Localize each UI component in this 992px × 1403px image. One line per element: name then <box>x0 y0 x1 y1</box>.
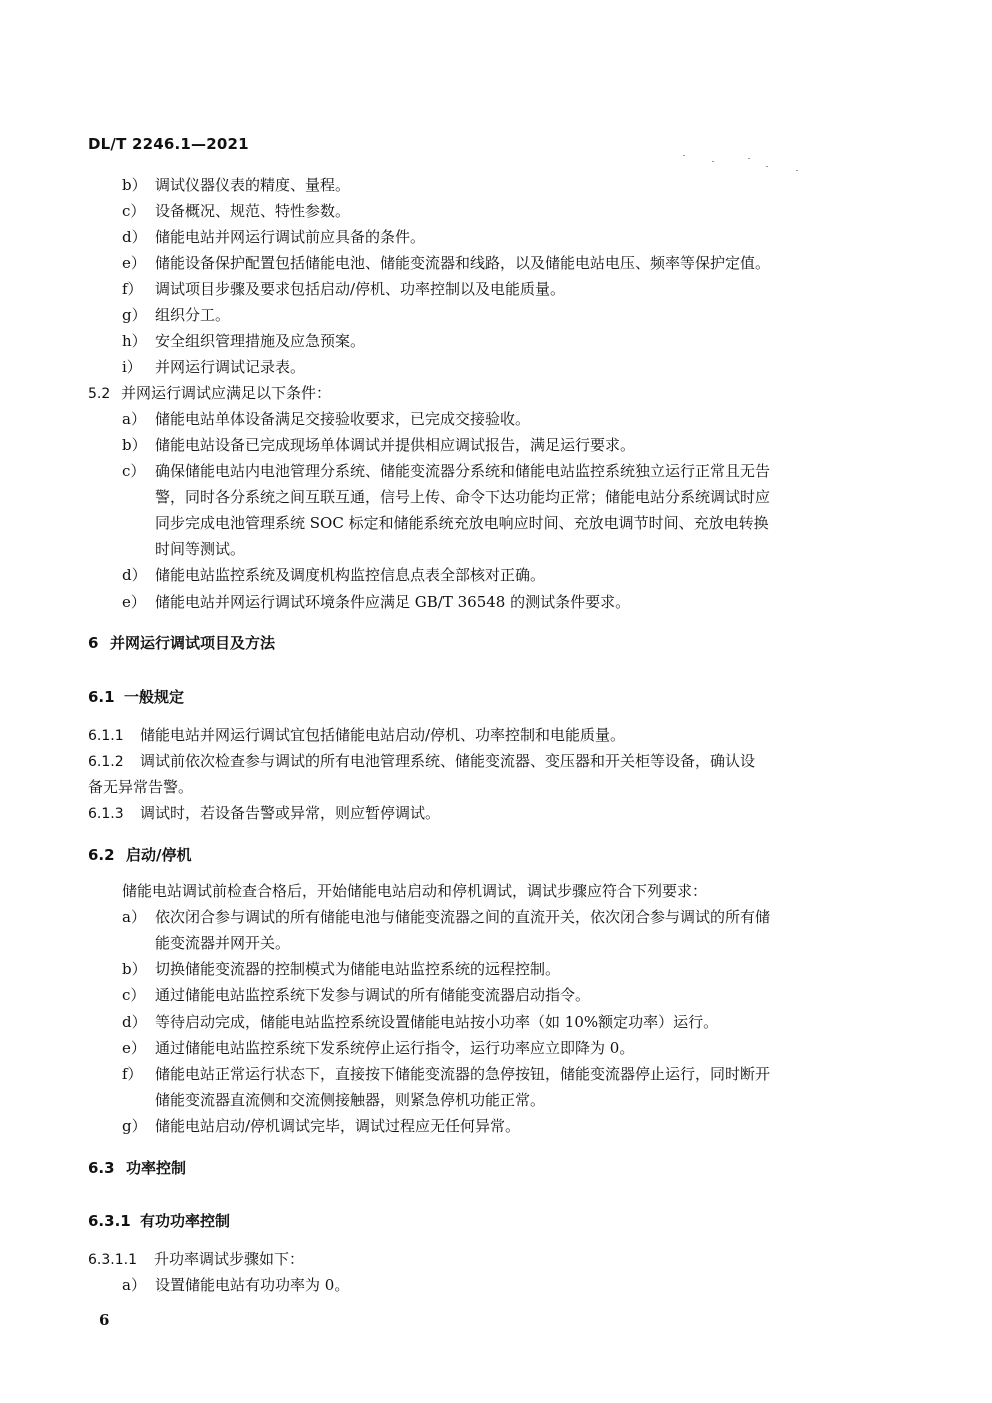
section-heading-6-1: 6.1 一般规定 <box>88 688 185 706</box>
clause-6-1-2: 6.1.2 调试前依次检查参与调试的所有电池管理系统、储能变流器、变压器和开关柜等设备，确认设 <box>88 752 756 770</box>
list-item-continuation: 时间等测试。 <box>155 540 246 558</box>
document-page: DL/T 2246.1—2021 b） 调试仪器仪表的精度、量程。 c） 设备概况、规范、特性参数。 d） 储能电站并网运行调试前应具备的条件。 e） 储能设备保护配置包括储能电池、储能变流器和线路，以及储能电站电压、频率等保护定值。 f） 调试项目步骤及要求包括启动/停机、功率控制以及电能质量。 g） 组织分工。 h） 安全组织管理措施及应急预案。 i） 并网运行调试记录表。 5.2 并网运行调试应满足以下条件： a） 储能电站单体设备满足交接验收要求，已完成交接验收。 b） 储能电站设备已完成现场单体调试并提供相应调试报告，满足运行要求。 c） 确保储能电站内电池管理分系统、储能变流器分系统和储能电站监控系统独立运行正常且无告 警，同时各分系统之间互联互通，信号上传、命令下达功能均正常；储能电站分系统调试时应 同步完成电池管理系统 SOC 标定和储能系统充放电响应时间、充放电调节时间、充放电转换 时间等测试。 d） 储能电站监控系统及调度机构监控信息点表全部核对正确。 e） 储能电站并网运行调试环境条件应满足 GB/T 36548 的测试条件要求。 6 并网运行调试项目及方法 6.1 一般规定 6.1.1 储能电站并网运行调试宜包括储能电站启动/停机、功率控制和电能质量。 6.1.2 调试前依次检查参与调试的所有电池管理系统、储能变流器、变压器和开关柜等设备，确认设 备无异常告警。 6.1.3 调试时，若设备告警或异常，则应暂停调试。 6.2 启动/停机 储能电站调试前检查合格后，开始储能电站启动和停机调试，调试步骤应符合下列要求： a） 依次闭合参与调试的所有储能电池与储能变流器之间的直流开关，依次闭合参与调试的所有储 能变流器并网开关。 b） 切换储能变流器的控制模式为储能电站监控系统的远程控制。 c） 通过储能电站监控系统下发参与调试的所有储能变流器启动指令。 d） 等待启动完成，储能电站监控系统设置储能电站按小功率（如 10%额定功率）运行。 e） 通过储能电站监控系统下发系统停止运行指令，运行功率应立即降为 0。 f） 储能电站正常运行状态下，直接按下储能变流器的急停按钮，储能变流器停止运行，同时断开 储能变流器直流侧和交流侧接触器，则紧急停机功能正常。 g） 储能电站启动/停机调试完毕，调试过程应无任何异常。 6.3 功率控制 6.3.1 有功功率控制 6.3.1.1 升功率调试步骤如下： a） 设置储能电站有功功率为 0。 6 <box>0 0 992 1403</box>
clause-6-1-1: 6.1.1 储能电站并网运行调试宜包括储能电站启动/停机、功率控制和电能质量。 <box>88 726 626 744</box>
list-item-continuation: 同步完成电池管理系统 SOC 标定和储能系统充放电响应时间、充放电调节时间、充放电转换 <box>155 514 769 532</box>
section-heading-6: 6 并网运行调试项目及方法 <box>88 634 276 652</box>
page-number: 6 <box>99 1311 110 1329</box>
section-heading-6-2: 6.2 启动/停机 <box>88 846 192 864</box>
scan-speck <box>766 166 768 167</box>
list-item-continuation: 储能变流器直流侧和交流侧接触器，则紧急停机功能正常。 <box>155 1091 546 1109</box>
section-heading-6-3: 6.3 功率控制 <box>88 1159 187 1177</box>
scan-speck <box>712 161 714 162</box>
scan-speck <box>683 155 685 156</box>
scan-speck <box>796 170 798 171</box>
list-item-continuation: 警，同时各分系统之间互联互通，信号上传、命令下达功能均正常；储能电站分系统调试时应 <box>155 488 771 506</box>
clause-6-3-1-1: 6.3.1.1 升功率调试步骤如下： <box>88 1250 305 1268</box>
clause-5-2: 5.2 并网运行调试应满足以下条件： <box>88 384 332 402</box>
standard-number-header: DL/T 2246.1—2021 <box>88 135 249 153</box>
list-item-continuation: 能变流器并网开关。 <box>155 934 291 952</box>
clause-continuation: 备无异常告警。 <box>88 778 194 796</box>
intro-paragraph: 储能电站调试前检查合格后，开始储能电站启动和停机调试，调试步骤应符合下列要求： <box>122 882 708 900</box>
scan-speck <box>748 158 750 159</box>
section-heading-6-3-1: 6.3.1 有功功率控制 <box>88 1212 231 1230</box>
clause-6-1-3: 6.1.3 调试时，若设备告警或异常，则应暂停调试。 <box>88 804 441 822</box>
